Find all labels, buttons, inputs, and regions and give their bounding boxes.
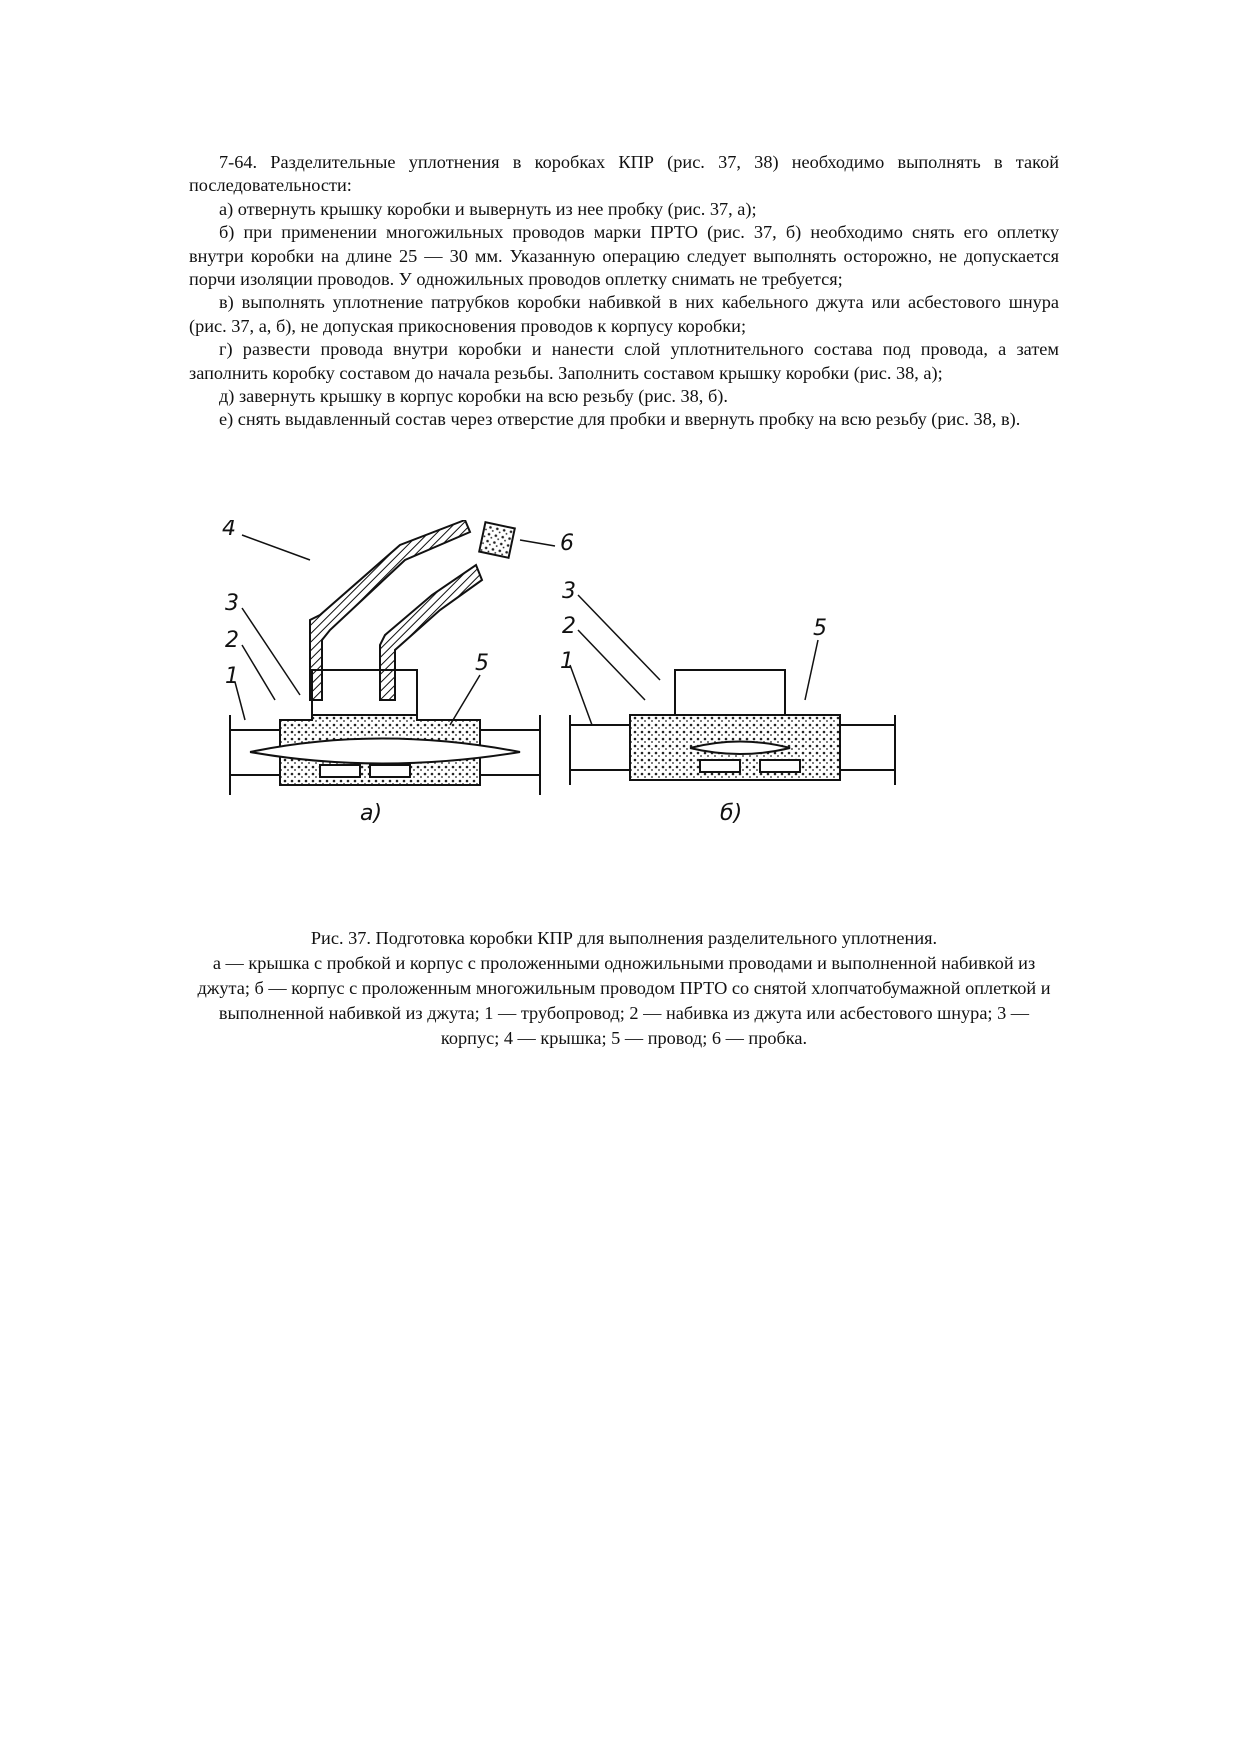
figure-caption bbox=[189, 926, 1059, 1051]
label-6: 6 bbox=[560, 531, 574, 556]
label-1b: 1 bbox=[560, 649, 574, 674]
subfigure-label-b: б) bbox=[720, 801, 743, 826]
label-5a: 5 bbox=[475, 651, 489, 676]
paragraph-e: е) снять выдавленный состав через отверстие для пробки и ввернуть пробку на всю резьбу (рис. 38, в). bbox=[219, 409, 1021, 430]
caption-body: а — крышка с пробкой и корпус с проложенными одножильными проводами и выполненной набивкой из джута; б — корпус с проложенным многожильным проводом ПРТО со снятой хлопчатобумажной оплеткой и выполненной набивкой из джута; 1 — трубопровод; 2 — набивка из джута или асбестового шнура; 3 — корпус; 4 — крышка; 5 — провод; 6 — пробка. bbox=[197, 953, 1051, 1048]
label-1a: 1 bbox=[225, 664, 239, 689]
figure-37 bbox=[220, 520, 1020, 920]
label-2b: 2 bbox=[562, 614, 576, 639]
label-3a: 3 bbox=[225, 591, 239, 616]
label-3b: 3 bbox=[562, 579, 576, 604]
paragraph-intro: 7-64. Разделительные уплотнения в коробках КПР (рис. 37, 38) необходимо выполнять в такой последовательности: bbox=[189, 152, 1059, 196]
label-4: 4 bbox=[222, 520, 236, 541]
paragraph-v: в) выполнять уплотнение патрубков коробки набивкой в них кабельного джута или асбестового шнура (рис. 37, а, б), не допуская прикосновения проводов к корпусу коробки; bbox=[189, 292, 1059, 336]
paragraph-a: а) отвернуть крышку коробки и вывернуть из нее пробку (рис. 37, а); bbox=[219, 198, 757, 219]
paragraph-d: д) завернуть крышку в корпус коробки на всю резьбу (рис. 38, б). bbox=[219, 386, 728, 407]
paragraph-b: б) при применении многожильных проводов марки ПРТО (рис. 37, б) необходимо снять его оплетку внутри коробки на длине 25 — 30 мм. Указанную операцию следует выполнять осторожно, не допускается порчи изоляции проводов. У одножильных проводов оплетку снимать не требуется; bbox=[189, 222, 1059, 290]
label-2a: 2 bbox=[225, 628, 239, 653]
paragraph-g: г) развести провода внутри коробки и нанести слой уплотнительного состава под провода, а затем заполнить коробку составом до начала резьбы. Заполнить составом крышку коробки (рис. 38, а); bbox=[189, 339, 1059, 383]
figure-drawing bbox=[220, 520, 1020, 920]
subfigure-label-a: а) bbox=[360, 801, 383, 826]
body-b-drawing bbox=[570, 670, 895, 785]
label-5b: 5 bbox=[813, 616, 827, 641]
body-text bbox=[189, 151, 1059, 432]
caption-title: Рис. 37. Подготовка коробки КПР для выполнения разделительного уплотнения. bbox=[310, 928, 938, 948]
